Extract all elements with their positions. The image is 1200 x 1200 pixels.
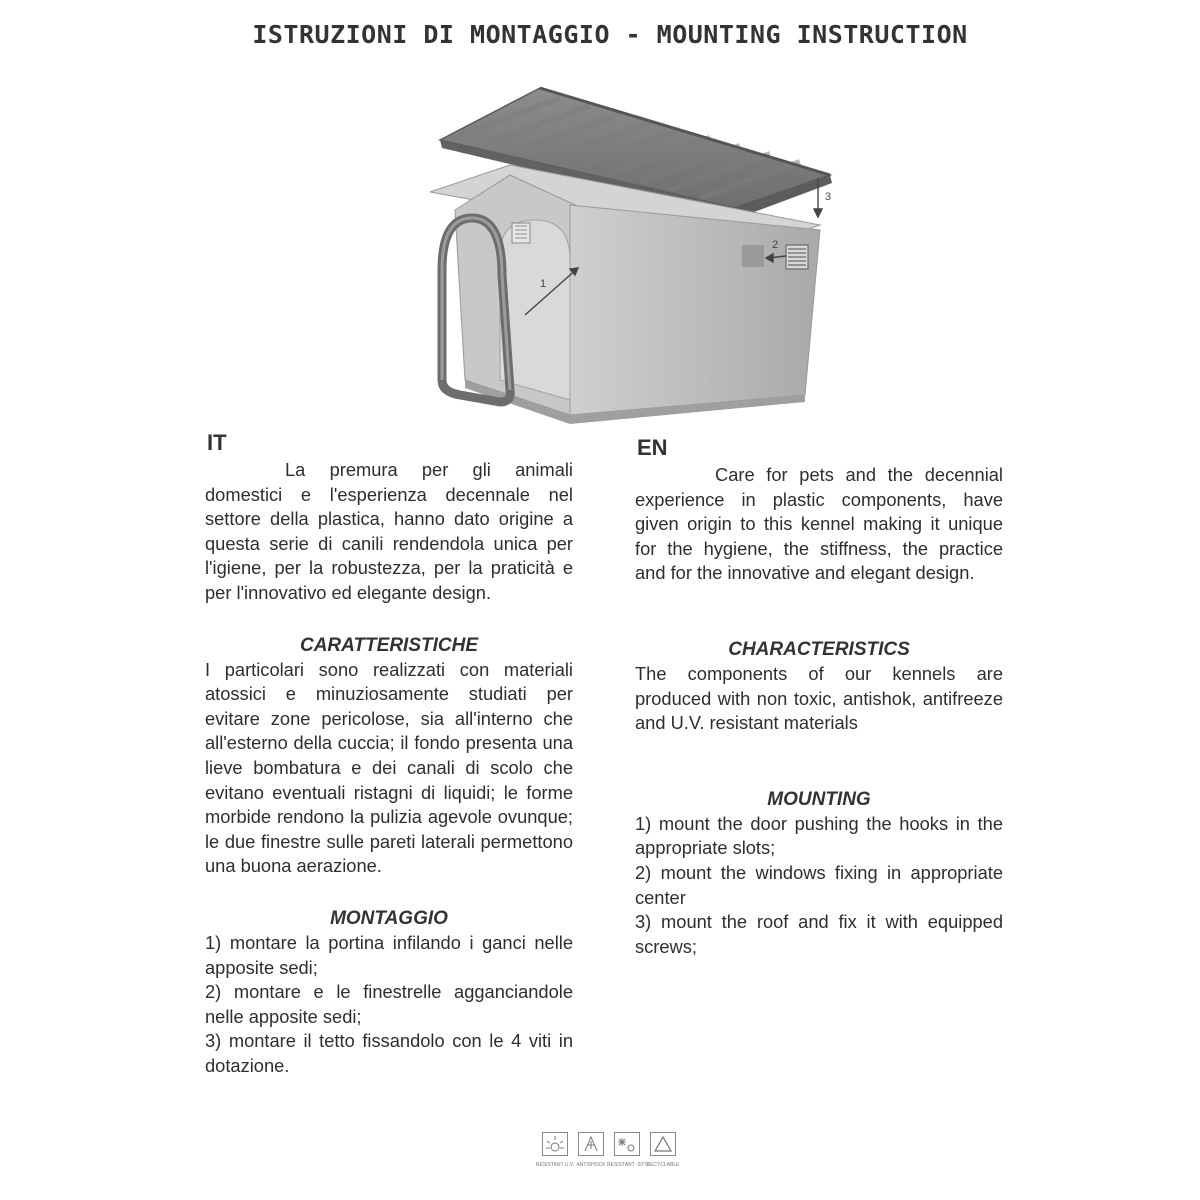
antishock-caption: ANTISHOCK [576,1162,606,1168]
english-column [635,435,1003,959]
italian-features-heading: CARATTERISTICHE [299,634,479,656]
uv-resistant-caption: RESISTANT U.V. [535,1162,575,1168]
italian-features-text: I particolari sono realizzati con materiali atossici e minuziosamente studiati per evitare zone pericolose, sia all'interno che all'esterno della cuccia; il fondo presenta una lieve bombatura e dei canali di scolo che evitano eventuali ristagni di liquidi; le forme morbide rendono la pulizia agevole ovunque; le due finestre sulle pareti laterali permettono una buona aerazione. [205,658,573,877]
kennel-assembly-diagram [420,80,850,430]
english-features-heading: CHARACTERISTICS [728,638,910,660]
english-step-2: 2) mount the windows fixing in appropriate center [635,861,1003,908]
material-properties-icons [535,1132,688,1177]
diagram-label-1: 1 [540,278,547,290]
english-mounting-heading: MOUNTING [767,788,871,810]
recyclable-caption: RECYCLABLE [646,1162,680,1168]
italian-column [205,430,573,1078]
uv-resistant-icon [542,1132,568,1156]
italian-intro: La premura per gli animali domestici e l'esperienza decennale nel settore della plastica, hanno dato origine a questa serie di canili rendendola unica per l'igiene, per la robustezza, per la praticità e per l'innovativo ed elegante design. [205,459,573,603]
italian-step-3: 3) montare il tetto fissandolo con le 4 viti in dotazione. [205,1030,573,1076]
recyclable-icon [650,1132,676,1156]
english-step-3: 3) mount the roof and fix it with equipped screws; [635,911,1003,957]
italian-step-1: 1) montare la portina infilando i ganci nelle apposite sedi; [205,931,573,978]
italian-step-2: 2) montare e le finestrelle agganciandole nelle apposite sedi; [205,981,573,1027]
page-title: ISTRUZIONI DI MONTAGGIO - MOUNTING INSTRUCTION [252,20,968,49]
diagram-label-3: 3 [825,191,832,203]
english-step-1: 1) mount the door pushing the hooks in the appropriate slots; [635,812,1003,859]
italian-mounting-heading: MONTAGGIO [330,907,448,929]
antishock-icon [578,1132,604,1156]
window-grille [786,245,808,269]
english-language-code: EN [637,435,668,460]
italian-language-code: IT [207,430,227,455]
diagram-label-2: 2 [772,239,779,251]
english-features-text: The components of our kennels are produced with non toxic, antishok, antifreeze and U.V. resistant materials [635,662,1003,734]
frost-resistant-icon [614,1132,640,1156]
english-intro: Care for pets and the decennial experience in plastic components, have given origin to this kennel making it unique for the hygiene, the stiffness, the practice and for the innovative and elegant design. [635,464,1003,584]
frost-resistant-caption: RESISTANT -20°C [607,1162,649,1168]
